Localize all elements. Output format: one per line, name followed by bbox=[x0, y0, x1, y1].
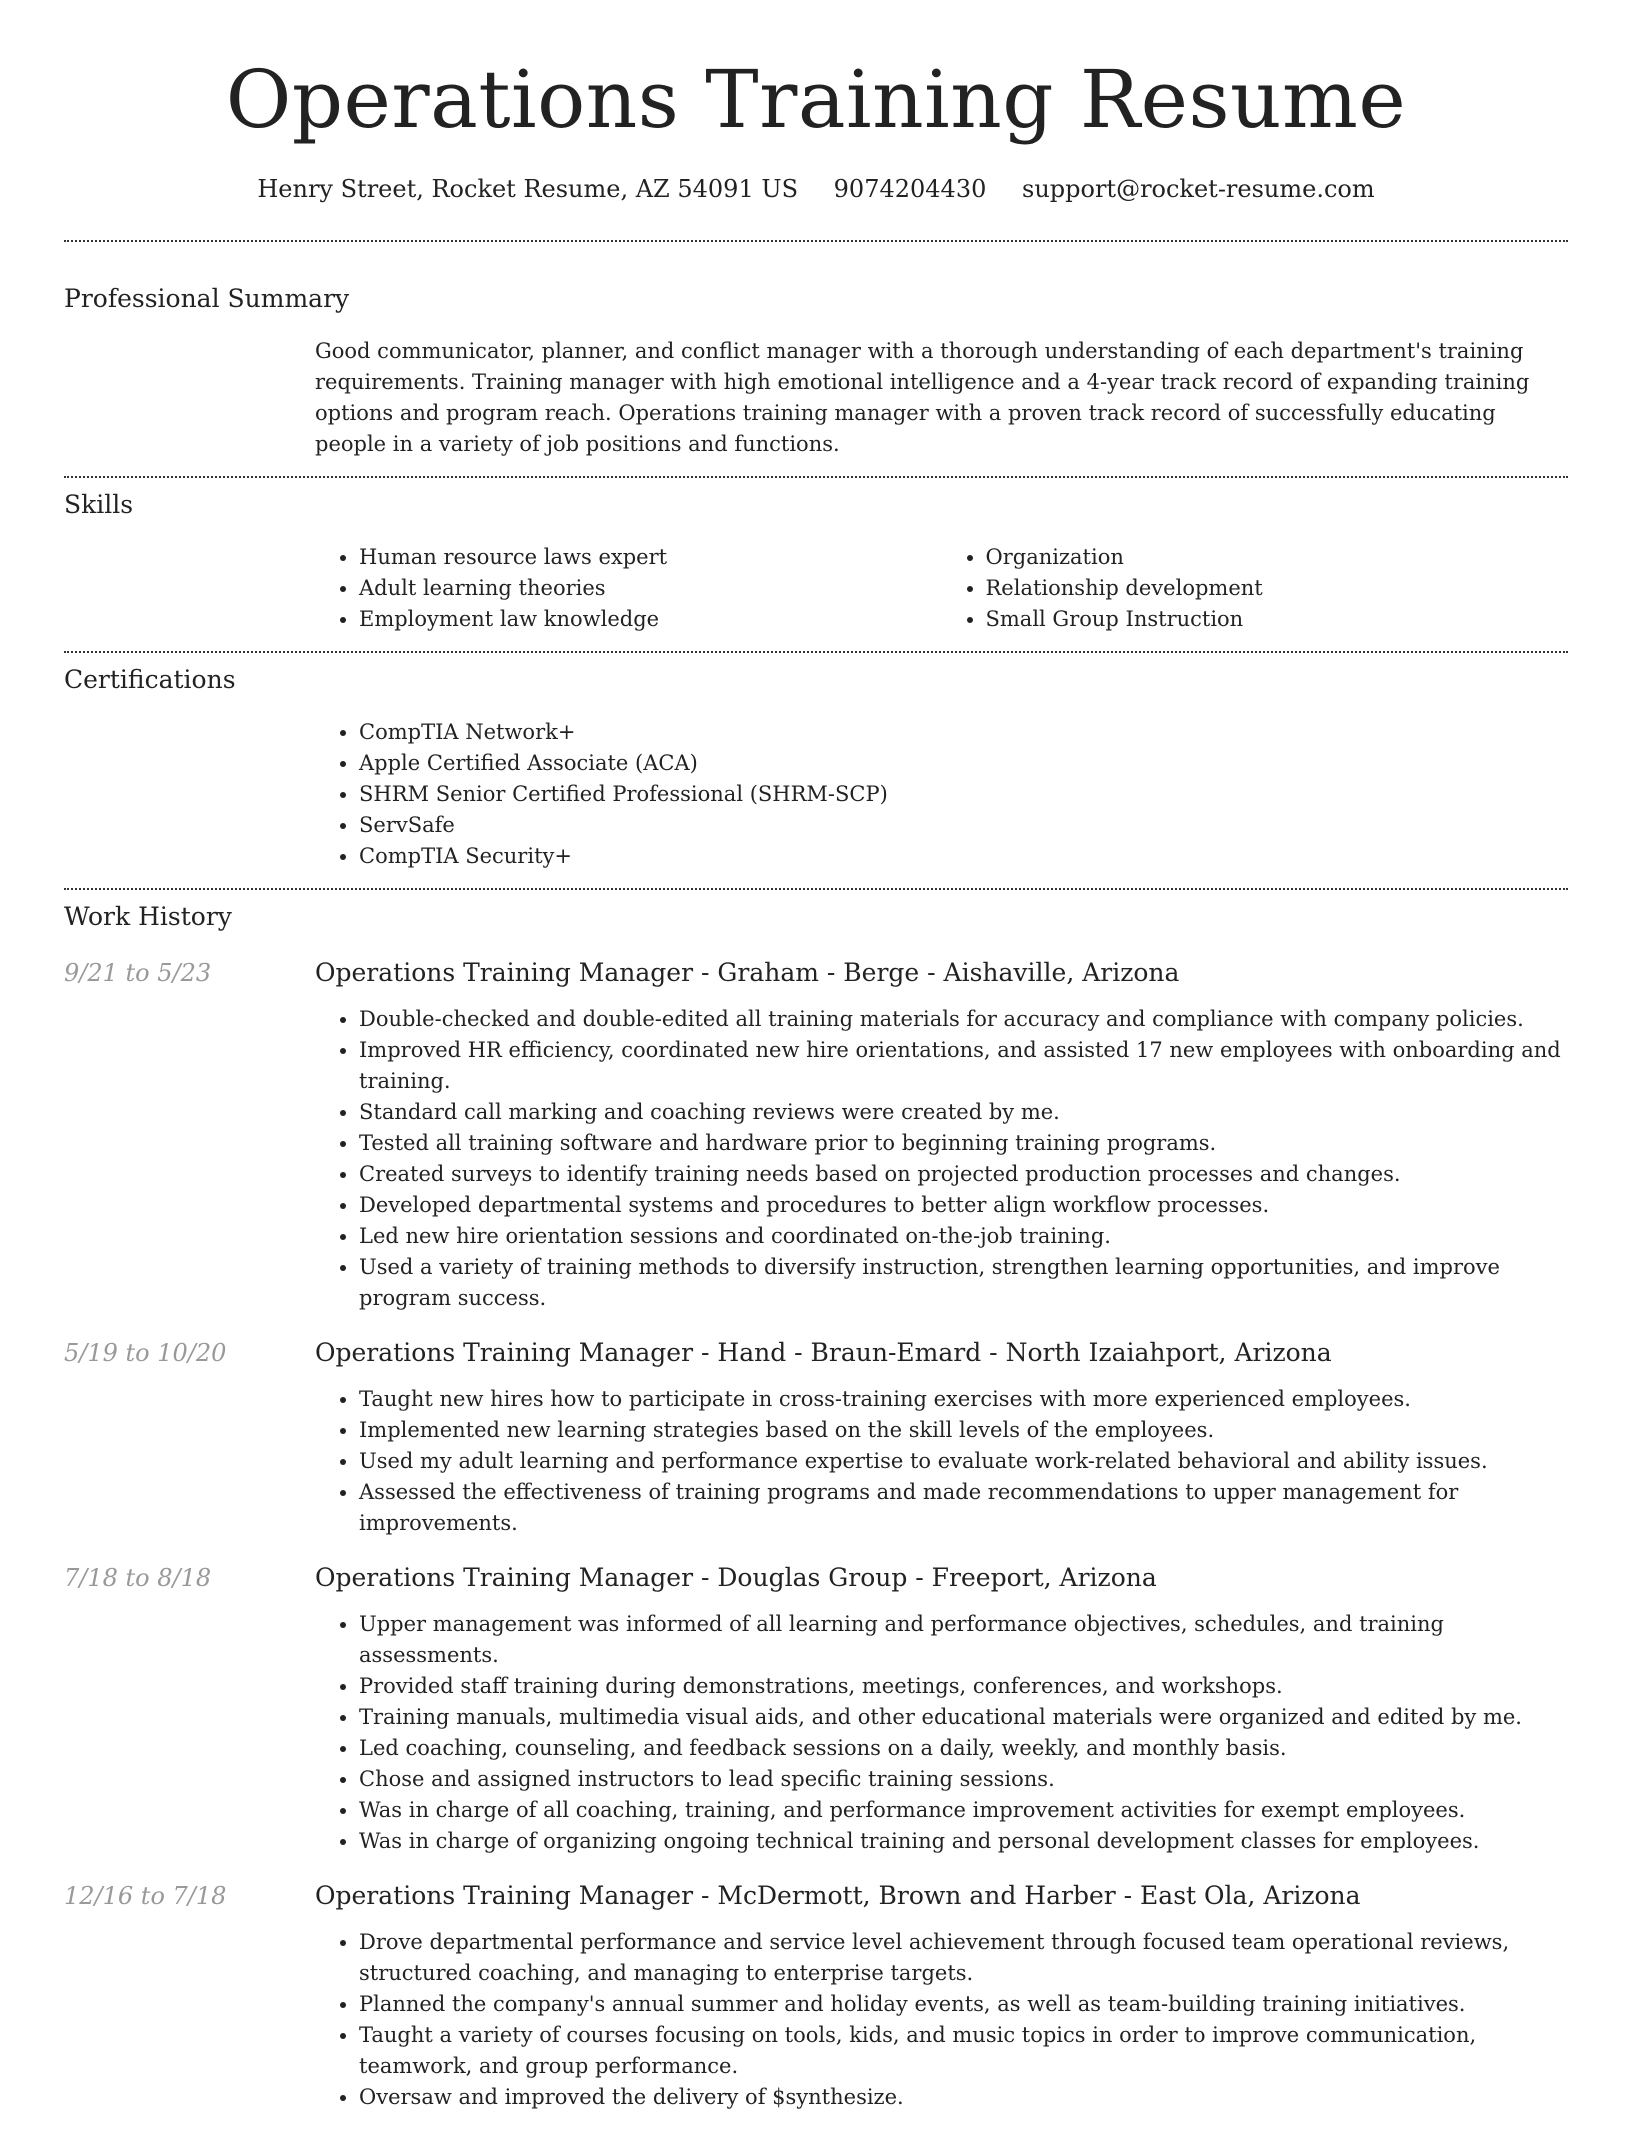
certifications-body bbox=[315, 717, 1568, 872]
job-bullet: • Used a variety of training methods to diversify instruction, strengthen learning opportunities, and improve program success. bbox=[359, 1252, 1568, 1314]
job-bullet: • Taught new hires how to participate in cross-training exercises with more experienced employees. bbox=[359, 1384, 1568, 1415]
skills-column-1 bbox=[315, 542, 942, 635]
job-entry bbox=[64, 1879, 1568, 2113]
work-history-heading: Work History bbox=[64, 902, 232, 931]
job-bullet: • Standard call marking and coaching reviews were created by me. bbox=[359, 1097, 1568, 1128]
skill-item: • Small Group Instruction bbox=[986, 604, 1569, 635]
job-bullet: • Assessed the effectiveness of training programs and made recommendations to upper management for improvements. bbox=[359, 1477, 1568, 1539]
summary-body bbox=[315, 336, 1568, 460]
job-bullet: • Taught a variety of courses focusing on tools, kids, and music topics in order to improve communication, teamwork, and group performance. bbox=[359, 2020, 1568, 2082]
resume-page bbox=[64, 0, 1568, 2131]
summary-heading: Professional Summary bbox=[64, 284, 350, 313]
job-bullet-list bbox=[315, 1927, 1568, 2113]
job-bullet: • Training manuals, multimedia visual aids, and other educational materials were organized and edited by me. bbox=[359, 1702, 1568, 1733]
summary-text: Good communicator, planner, and conflict manager with a thorough understanding of each department's training requirements. Training manager with high emotional intelligence and a 4-year track record of expanding training options and program reach. Operations training manager with a proven track record of successfully educating people in a variety of job positions and functions. bbox=[315, 339, 1530, 456]
job-bullet: • Tested all training software and hardware prior to beginning training programs. bbox=[359, 1128, 1568, 1159]
job-title: Operations Training Manager - Douglas Group - Freeport, Arizona bbox=[315, 1563, 1157, 1592]
job-bullet: • Was in charge of organizing ongoing technical training and personal development classes for employees. bbox=[359, 1826, 1568, 1857]
job-entry bbox=[64, 956, 1568, 1314]
certifications-list bbox=[315, 717, 1568, 872]
job-bullet-list bbox=[315, 1609, 1568, 1857]
job-bullet: • Implemented new learning strategies based on the skill levels of the employees. bbox=[359, 1415, 1568, 1446]
skills-column-2 bbox=[942, 542, 1569, 635]
job-bullet: • Double-checked and double-edited all training materials for accuracy and compliance with company policies. bbox=[359, 1004, 1568, 1035]
skill-item: • Relationship development bbox=[986, 573, 1569, 604]
job-dates: 9/21 to 5/23 bbox=[64, 959, 212, 987]
skill-item: • Human resource laws expert bbox=[359, 542, 942, 573]
job-header bbox=[64, 1879, 1568, 1913]
job-header bbox=[64, 1336, 1568, 1370]
skills-body bbox=[315, 542, 1568, 635]
skill-item: • Organization bbox=[986, 542, 1569, 573]
job-title: Operations Training Manager - Hand - Braun-Emard - North Izaiahport, Arizona bbox=[315, 1338, 1332, 1367]
job-bullet: • Used my adult learning and performance expertise to evaluate work-related behavioral and ability issues. bbox=[359, 1446, 1568, 1477]
certification-item: • ServSafe bbox=[359, 810, 1568, 841]
skill-item: • Adult learning theories bbox=[359, 573, 942, 604]
job-dates: 12/16 to 7/18 bbox=[64, 1882, 227, 1910]
certifications-section bbox=[64, 653, 1568, 872]
job-dates: 5/19 to 10/20 bbox=[64, 1339, 227, 1367]
job-bullet: • Improved HR efficiency, coordinated new hire orientations, and assisted 17 new employees with onboarding and training. bbox=[359, 1035, 1568, 1097]
certification-item: • CompTIA Security+ bbox=[359, 841, 1568, 872]
job-bullet-list bbox=[315, 1004, 1568, 1314]
job-bullet: • Led coaching, counseling, and feedback sessions on a daily, weekly, and monthly basis. bbox=[359, 1733, 1568, 1764]
job-bullet-list bbox=[315, 1384, 1568, 1539]
contact-email: support@rocket-resume.com bbox=[1022, 175, 1375, 203]
job-bullet: • Drove departmental performance and service level achievement through focused team operational reviews, structured coaching, and managing to enterprise targets. bbox=[359, 1927, 1568, 1989]
job-entry bbox=[64, 1561, 1568, 1857]
skills-section bbox=[64, 478, 1568, 635]
certification-item: • CompTIA Network+ bbox=[359, 717, 1568, 748]
summary-section bbox=[64, 242, 1568, 460]
work-history-section bbox=[64, 890, 1568, 2113]
skill-item: • Employment law knowledge bbox=[359, 604, 942, 635]
job-bullet: • Planned the company's annual summer and holiday events, as well as team-building training initiatives. bbox=[359, 1989, 1568, 2020]
resume-title: Operations Training Resume bbox=[225, 53, 1407, 146]
job-bullet: • Chose and assigned instructors to lead specific training sessions. bbox=[359, 1764, 1568, 1795]
job-bullet: • Upper management was informed of all learning and performance objectives, schedules, and training assessments. bbox=[359, 1609, 1568, 1671]
job-bullet: • Was in charge of all coaching, training, and performance improvement activities for exempt employees. bbox=[359, 1795, 1568, 1826]
job-dates: 7/18 to 8/18 bbox=[64, 1564, 212, 1592]
certifications-heading: Certifications bbox=[64, 665, 236, 694]
certification-item: • Apple Certified Associate (ACA) bbox=[359, 748, 1568, 779]
contact-line bbox=[64, 172, 1568, 206]
contact-phone: 9074204430 bbox=[833, 175, 987, 203]
job-bullet: • Oversaw and improved the delivery of $synthesize. bbox=[359, 2082, 1568, 2113]
job-header bbox=[64, 956, 1568, 990]
contact-address: Henry Street, Rocket Resume, AZ 54091 US bbox=[257, 175, 799, 203]
skills-heading: Skills bbox=[64, 490, 134, 519]
job-bullet: • Provided staff training during demonstrations, meetings, conferences, and workshops. bbox=[359, 1671, 1568, 1702]
job-bullet: • Developed departmental systems and procedures to better align workflow processes. bbox=[359, 1190, 1568, 1221]
job-entry bbox=[64, 1336, 1568, 1539]
job-title: Operations Training Manager - McDermott, Brown and Harber - East Ola, Arizona bbox=[315, 1881, 1361, 1910]
job-header bbox=[64, 1561, 1568, 1595]
certification-item: • SHRM Senior Certified Professional (SHRM-SCP) bbox=[359, 779, 1568, 810]
job-bullet: • Led new hire orientation sessions and coordinated on-the-job training. bbox=[359, 1221, 1568, 1252]
job-bullet: • Created surveys to identify training needs based on projected production processes and changes. bbox=[359, 1159, 1568, 1190]
job-title: Operations Training Manager - Graham - Berge - Aishaville, Arizona bbox=[315, 958, 1180, 987]
